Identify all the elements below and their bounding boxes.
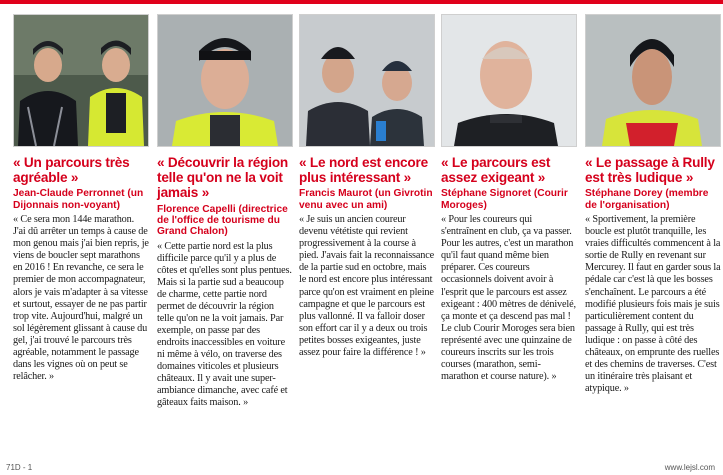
interview-column-2 [157,14,293,458]
interview-text-1: « Ce sera mon 144e marathon. J'ai dû arrêter un temps à cause de mon genou mais j'ai bien repris, je viens de boucler sept marathons en 2016 ! En revanche, ce sera le premier de mon accompagnateur, alors je vais m'adapter à sa vitesse et surtout, essayer de ne pas partir trop vite. Aujourd'hui, malgré un sol légèrement glissant à cause du gel, j'ai trouvé le parcours très agréable, notamment le passage dans les vignes où on peut se relâcher. » [13,214,149,382]
interview-column-3 [299,14,435,458]
portrait-photo-3 [299,14,435,147]
interviewee-name-2: Florence Capelli (directrice de l'office de tourisme du Grand Chalon) [157,203,288,238]
top-red-band [0,0,723,4]
headline-quote-1: « Un parcours très agréable » [13,155,130,186]
interviewee-name-5: Stéphane Dorey (membre de l'organisation) [585,188,709,211]
portrait-photo-1 [13,14,149,147]
interviewee-name-4: Stéphane Signoret (Courir Moroges) [441,188,568,211]
site-url: www.lejsl.com [664,463,715,472]
portrait-photo-2 [157,14,293,147]
interview-column-4 [441,14,577,458]
interview-column-1 [13,14,149,458]
portrait-photo-5 [585,14,721,147]
portrait-photo-4 [441,14,577,147]
interviewee-name-3: Francis Maurot (un Givrotin venu avec un ami) [299,188,433,211]
headline-quote-5: « Le passage à Rully est très ludique » [585,155,715,186]
headline-quote-4: « Le parcours est assez exigeant » [441,155,551,186]
interview-text-5: « Sportivement, la première boucle est plutôt tranquille, les vraies difficultés commencent à la sortie de Rully en revenant sur Mercurey. Il faut en garder sous la pédale car c'est là que les bosses s'enchaînent. Le parcours a été modifié plusieurs fois mais je suis particulièrement content du passage à Rully, qui est très ludique : on passe à côté des châteaux, on emprunte des ruelles et des chemins de traverses. C'est un itinéraire très plaisant et atypique. » [585,214,721,394]
interviewee-name-1: Jean-Claude Perronnet (un Dijonnais non-voyant) [13,188,144,211]
headline-quote-2: « Découvrir la région telle qu'on ne la voit jamais » [157,155,289,201]
page-code: 71D - 1 [6,463,33,472]
headline-quote-3: « Le nord est encore plus intéressant » [299,155,428,186]
interview-text-3: « Je suis un ancien coureur devenu vététiste qui revient progressivement à la course à pied. J'avais fait la reconnaissance de la partie sud en octobre, mais le nord est encore plus intéressant parce qu'on est vraiment en pleine campagne et que le parcours est plus vallonné. Il va falloir doser son effort car il y a deux ou trois petites bosses exigeantes, juste assez pour faire la différence ! » [299,214,435,358]
interview-text-2: « Cette partie nord est la plus difficile parce qu'il y a plus de côtes et qu'elles sont plus pentues. Mais si la partie sud a beaucoup de charme, cette partie nord permet de découvrir la région telle qu'on ne la voit jamais. Par exemple, on passe par des endroits inaccessibles en voiture ni même à vélo, on traverse des domaines viticoles et plusieurs châteaux. Il y avait une super-ambiance dimanche, avec café et gâteaux faits maison. » [157,240,292,409]
interview-text-4: « Pour les coureurs qui s'entraînent en club, ça va passer. Pour les autres, c'est un marathon qu'il faut quand même bien préparer. Ces coureurs occasionnels doivent avoir à l'esprit que le parcours est assez exigeant : 400 mètres de dénivelé, ça monte et ça descend pas mal ! Le club Courir Moroges sera bien représenté avec une quinzaine de coureurs inscrits sur les trois courses (marathon, semi-marathon et course nature). » [441,214,576,382]
interview-column-5 [585,14,721,458]
